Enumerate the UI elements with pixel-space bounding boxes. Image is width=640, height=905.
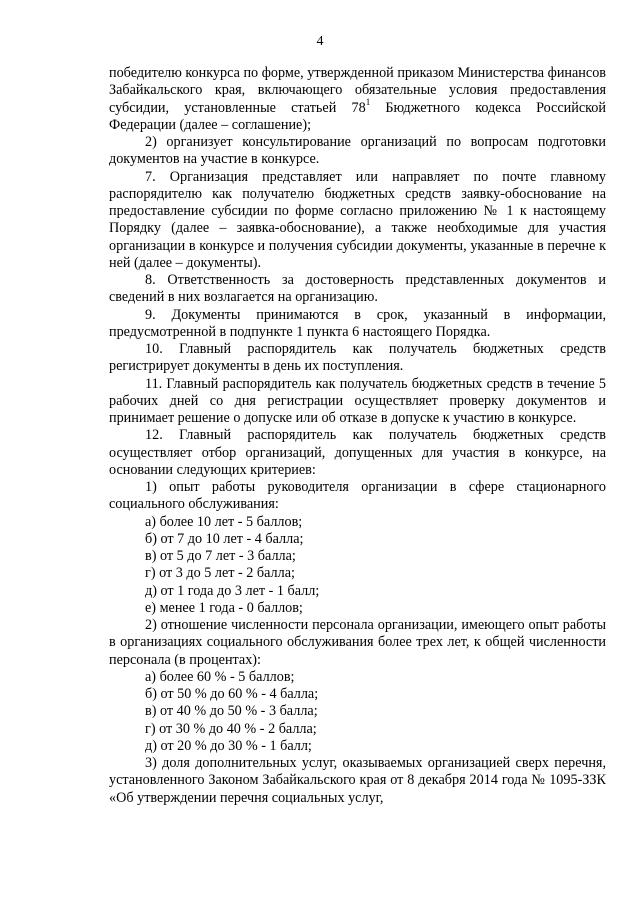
list-item: г) от 3 до 5 лет - 2 балла; xyxy=(145,565,295,582)
paragraph: 2) отношение численности персонала организации, имеющего опыт работы в организациях социального обслуживания более трех лет, к общей численности персонала (в процентах): xyxy=(109,617,606,668)
list-item: д) от 20 % до 30 % - 1 балл; xyxy=(145,737,312,754)
paragraph-continuation xyxy=(109,65,606,134)
paragraph-text: Бюджетного кодекса Российской Федерации (далее – соглашение); xyxy=(109,99,606,133)
paragraph: 8. Ответственность за достоверность представленных документов и сведений в них возлагается на организацию. xyxy=(109,272,606,306)
list-item: в) от 5 до 7 лет - 3 балла; xyxy=(145,548,296,564)
paragraph: 9. Документы принимаются в срок, указанный в информации, предусмотренной в подпункте 1 пункта 6 настоящего Порядка. xyxy=(109,306,606,340)
paragraph: 7. Организация представляет или направляет по почте главному распорядителю как получателю бюджетных средств заявку-обоснование на предоставление субсидии по форме согласно приложению № 1 к настоящему Порядку (далее – заявка-обоснование), а также необходимые для участия организации в конкурсе и получения субсидии документы, указанные в перечне к ней (далее – документы). xyxy=(109,168,606,271)
list-item: а) более 60 % - 5 баллов; xyxy=(145,668,295,685)
paragraph: 3) доля дополнительных услуг, оказываемых организацией сверх перечня, установленного Законом Забайкальского края от 8 декабря 2014 года № 1095-ЗЗК «Об утверждении перечня социальных услуг, xyxy=(109,755,606,806)
list-item: в) от 40 % до 50 % - 3 балла; xyxy=(145,703,318,720)
paragraph: 12. Главный распорядитель как получатель бюджетных средств осуществляет отбор организаций, допущенных для участия в конкурсе, на основании следующих критериев: xyxy=(109,427,606,478)
superscript: 1 xyxy=(365,96,371,107)
page-number: 4 xyxy=(316,34,324,49)
list-item: б) от 7 до 10 лет - 4 балла; xyxy=(145,530,304,547)
paragraph: 1) опыт работы руководителя организации в сфере стационарного социального обслуживания: xyxy=(109,479,606,513)
list-item: а) более 10 лет - 5 баллов; xyxy=(145,513,303,530)
paragraph: 2) организует консультирование организаций по вопросам подготовки документов на участие в конкурсе. xyxy=(109,134,606,168)
list-item: д) от 1 года до 3 лет - 1 балл; xyxy=(145,582,320,599)
list-item: б) от 50 % до 60 % - 4 балла; xyxy=(145,686,319,702)
document-body xyxy=(109,65,606,807)
list-item: е) менее 1 года - 0 баллов; xyxy=(145,599,303,616)
paragraph: 11. Главный распорядитель как получатель бюджетных средств в течение 5 рабочих дней со дня регистрации осуществляет проверку документов и принимает решение о допуске или об отказе в допуске к участию в конкурсе. xyxy=(109,375,606,426)
paragraph: 10. Главный распорядитель как получатель бюджетных средств регистрирует документы в день их поступления. xyxy=(109,341,606,375)
list-item: г) от 30 % до 40 % - 2 балла; xyxy=(145,720,317,737)
paragraph-text: победителю конкурса по форме, утвержденной приказом Министерства финансов Забайкальского края, включающего обязательные условия предоставления субсидии, установленные статьей 78 xyxy=(109,65,606,116)
